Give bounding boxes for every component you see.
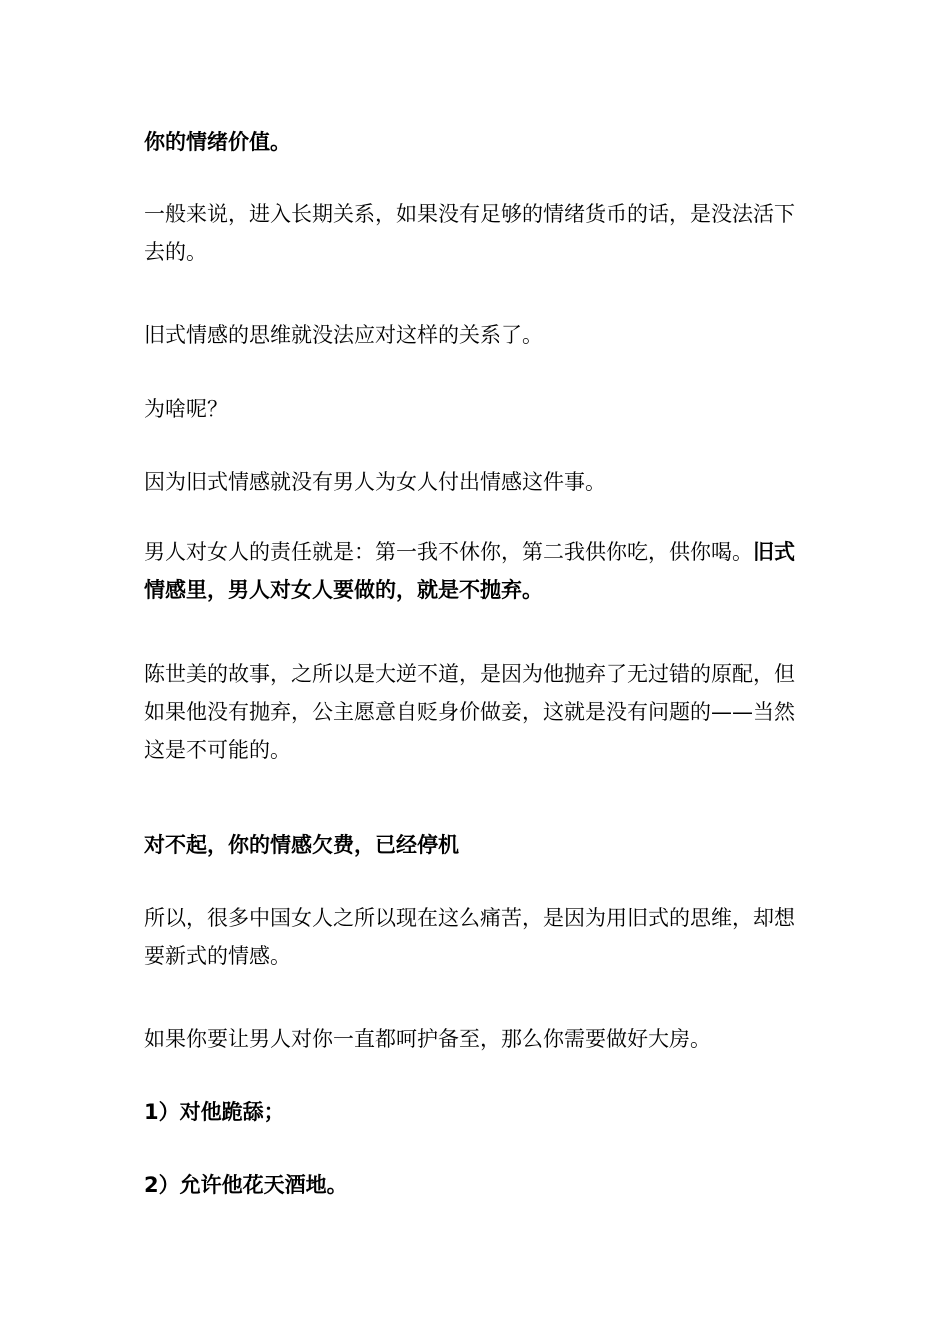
section-heading-emotion-overdue: 对不起，你的情感欠费，已经停机 (144, 833, 459, 857)
list-item-2: 2）允许他花天酒地。 (144, 1173, 348, 1197)
paragraph-why-question: 为啥呢？ (144, 397, 228, 421)
list-item-1: 1）对他跪舔； (144, 1100, 285, 1124)
paragraph-be-the-wife: 如果你要让男人对你一直都呵护备至，那么你需要做好大房。 (144, 1027, 711, 1051)
responsibility-text: 男人对女人的责任就是：第一我不休你，第二我供你吃，供你喝。 (144, 540, 753, 564)
section-heading-emotional-value: 你的情绪价值。 (144, 130, 291, 154)
paragraph-old-style-thinking: 旧式情感的思维就没法应对这样的关系了。 (144, 323, 543, 347)
paragraph-long-term-relationship: 一般来说，进入长期关系，如果没有足够的情绪货币的话，是没法活下去的。 (144, 202, 795, 264)
paragraph-chinese-women-pain: 所以，很多中国女人之所以现在这么痛苦，是因为用旧式的思维，却想要新式的情感。 (144, 906, 795, 968)
paragraph-mans-responsibility (144, 533, 812, 609)
paragraph-old-style-emotion: 因为旧式情感就没有男人为女人付出情感这件事。 (144, 470, 606, 494)
responsibility-emphasis: 旧式情感里，男人对女人要做的，就是不抛弃。 (144, 540, 795, 602)
paragraph-chen-shimei-story: 陈世美的故事，之所以是大逆不道，是因为他抛弃了无过错的原配，但如果他没有抛弃，公主愿意自贬身价做妾，这就是没有问题的——当然这是不可能的。 (144, 662, 795, 762)
